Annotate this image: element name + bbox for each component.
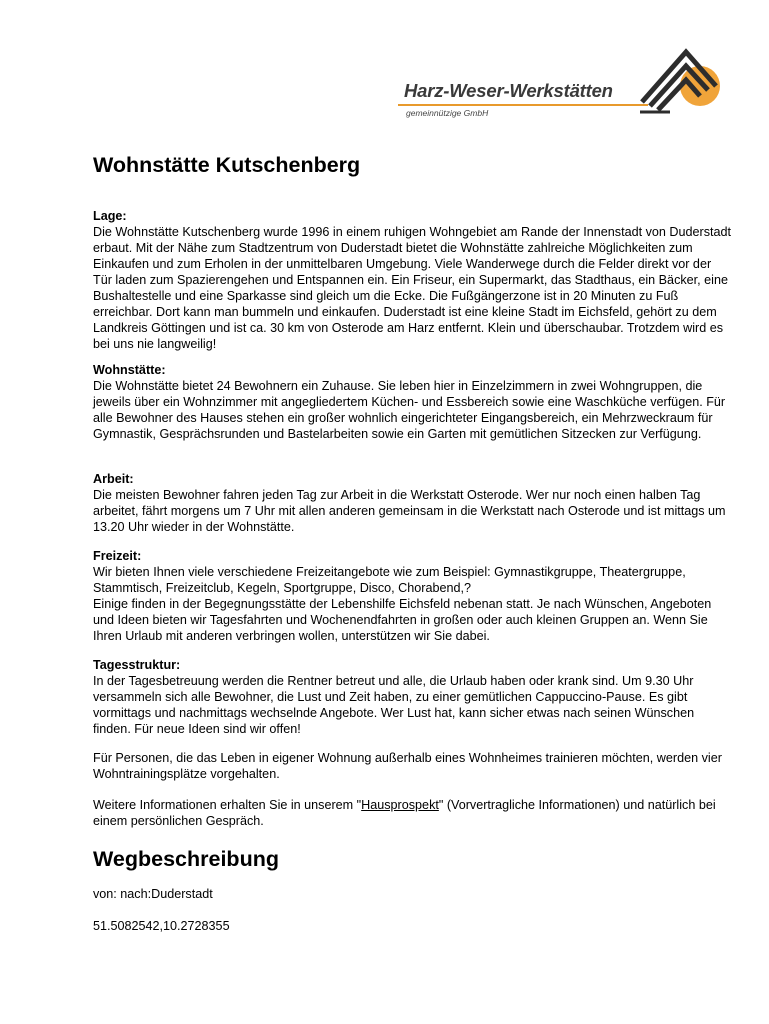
company-logo — [398, 46, 723, 120]
logo-subtitle: gemeinnützige GmbH — [406, 108, 489, 118]
section-text: Die Wohnstätte Kutschenberg wurde 1996 in einem ruhigen Wohngebiet am Rande der Innenstadt von Duderstadt erbaut. Mit der Nähe zum Stadtzentrum von Duderstadt bietet die Wohnstätte zahlreiche Möglichkeiten zum Einkaufen und zum Erholen in der unmittelbaren Umgebung. Viele Wanderwege durch die Felder direkt vor der Tür laden zum Spazierengehen und Entspannen ein. Ein Friseur, ein Supermarkt, das Stadthaus, ein Bäcker, eine Bushaltestelle und eine Sparkasse sind gleich um die Ecke. Die Fußgängerzone ist in 20 Minuten zu Fuß erreichbar. Dort kann man bummeln und einkaufen. Duderstadt ist eine kleine Stadt im Eichsfeld, gehört zu dem Landkreis Göttingen und ist ca. 30 km von Osterode am Harz entfernt. Klein und überschaubar. Trotzdem wird es bei uns nie langweilig! — [93, 225, 732, 351]
directions-heading: Wegbeschreibung — [93, 847, 279, 871]
wohntraining-text: Für Personen, die das Leben in eigener Wohnung außerhalb eines Wohnheimes trainieren möchten, werden vier Wohntrainingsplätze vorgehalten. — [93, 751, 722, 781]
route-text: von: nach:Duderstadt — [93, 887, 213, 901]
info-paragraph — [93, 797, 733, 829]
logo-divider — [398, 104, 648, 106]
section-text: Die meisten Bewohner fahren jeden Tag zur Arbeit in die Werkstatt Osterode. Wer nur noch einen halben Tag arbeitet, fährt morgens um 7 Uhr mit allen anderen gemeinsam in die Werkstatt nach Osterode und ist mittags um 13.20 Uhr wieder in der Wohnstätte. — [93, 488, 726, 534]
coordinates-text: 51.5082542,10.2728355 — [93, 919, 230, 933]
section-label: Arbeit: — [93, 472, 134, 486]
logo-name: Harz-Weser-Werkstätten — [404, 80, 613, 101]
section-label: Wohnstätte: — [93, 363, 166, 377]
info-text-before: Weitere Informationen erhalten Sie in unserem " — [93, 798, 362, 812]
hausprospekt-link[interactable]: Hausprospekt — [361, 798, 439, 812]
info-text-after: " (Vorvertragliche Informationen) und natürlich bei einem persönlichen Gespräch. — [93, 798, 716, 828]
section-label: Freizeit: — [93, 549, 142, 563]
section-label: Lage: — [93, 209, 127, 223]
section-text: Wir bieten Ihnen viele verschiedene Freizeitangebote wie zum Beispiel: Gymnastikgruppe, Theatergruppe, Stammtisch, Freizeitclub, Kegeln, Sportgruppe, Disco, Chorabend,? — [93, 565, 686, 595]
page-title: Wohnstätte Kutschenberg — [93, 153, 361, 177]
section-text: Einige finden in der Begegnungsstätte der Lebenshilfe Eichsfeld nebenan statt. Je nach Wünschen, Angeboten und Ideen bieten wir Tagesfahrten und Wochenendfahrten in großen oder auch kleinen Gruppen an. Wenn Sie Ihren Urlaub mit anderen verbringen wollen, unterstützen wir Sie dabei. — [93, 597, 712, 643]
section-label: Tagesstruktur: — [93, 658, 181, 672]
section-tagesstruktur — [93, 657, 733, 737]
section-arbeit — [93, 471, 733, 535]
section-lage — [93, 208, 733, 352]
section-wohnstaette — [93, 362, 733, 442]
section-text: In der Tagesbetreuung werden die Rentner betreut und alle, die Urlaub haben oder krank sind. Um 9.30 Uhr versammeln sich alle Bewohner, die Lust und Zeit haben, zu einer gemütlichen Cappuccino-Pause. Es gibt vormittags und nachmittags wechselnde Angebote. Wer Lust hat, kann sicher etwas nach seinen Wünschen finden. Für neue Ideen sind wir offen! — [93, 674, 695, 736]
section-freizeit — [93, 548, 733, 644]
house-roof-logo-icon — [636, 46, 722, 120]
section-text: Die Wohnstätte bietet 24 Bewohnern ein Zuhause. Sie leben hier in Einzelzimmern in zwei Wohngruppen, die jeweils über ein Wohnzimmer mit angegliedertem Küchen- und Essbereich sowie eine Waschküche verfügen. Für alle Bewohner des Hauses stehen ein großer wohnlich eingerichteter Eingangsbereich, ein Mehrzweckraum für Gymnastik, Gesprächsrunden und Bastelarbeiten sowie ein Garten mit gemütlichen Sitzecken zur Verfügung. — [93, 379, 726, 441]
